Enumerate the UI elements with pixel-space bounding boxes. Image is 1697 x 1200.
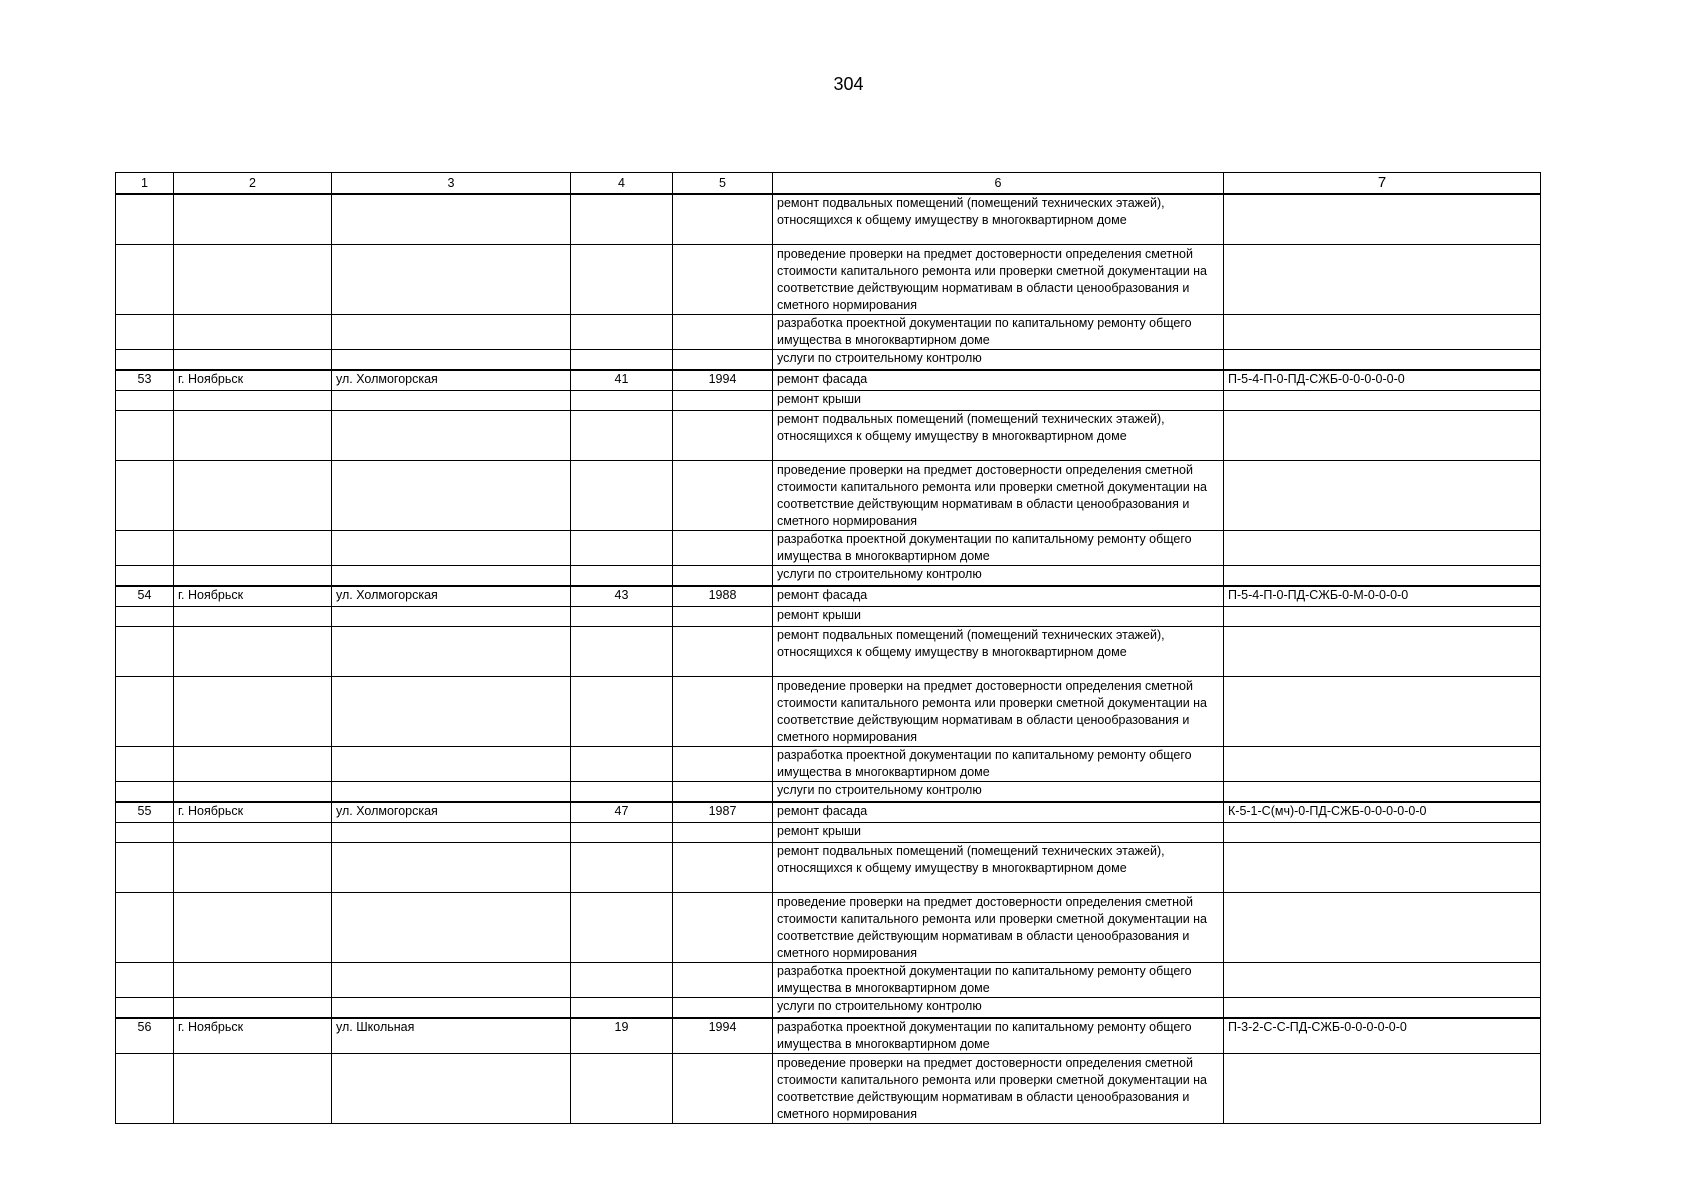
table-row [116,315,1541,350]
column-header: 2 [174,173,332,195]
house-code-cell: П-5-4-П-0-ПД-СЖБ-0-М-0-0-0-0 [1224,586,1541,607]
house-code-cell: П-5-4-П-0-ПД-СЖБ-0-0-0-0-0-0 [1224,370,1541,391]
city-cell: г. Ноябрьск [174,586,332,607]
city-cell: г. Ноябрьск [174,1018,332,1054]
table-row [116,566,1541,587]
work-description: ремонт фасада [773,802,1224,823]
column-header: 1 [116,173,174,195]
table-row [116,843,1541,893]
street-cell: ул. Холмогорская [332,370,571,391]
table-row [116,893,1541,963]
column-header: 7 [1224,173,1541,195]
table-row [116,586,1541,607]
work-description: услуги по строительному контролю [773,350,1224,371]
table-row [116,998,1541,1019]
work-description: услуги по строительному контролю [773,998,1224,1019]
work-description: ремонт подвальных помещений (помещений технических этажей), относящихся к общему имуществу в многоквартирном доме [773,411,1224,461]
table-row [116,350,1541,371]
table-row [116,747,1541,782]
column-header: 5 [673,173,773,195]
table-row [116,245,1541,315]
table-row [116,823,1541,843]
work-description: ремонт подвальных помещений (помещений технических этажей), относящихся к общему имуществу в многоквартирном доме [773,194,1224,245]
column-header: 6 [773,173,1224,195]
street-cell: ул. Школьная [332,1018,571,1054]
work-description: ремонт крыши [773,607,1224,627]
row-number: 55 [116,802,174,823]
year-cell: 1987 [673,802,773,823]
column-header: 4 [571,173,673,195]
table-row [116,1018,1541,1054]
row-number: 54 [116,586,174,607]
work-description: ремонт подвальных помещений (помещений технических этажей), относящихся к общему имуществу в многоквартирном доме [773,843,1224,893]
column-number-header-row [116,173,1541,195]
table-row [116,391,1541,411]
city-cell: г. Ноябрьск [174,802,332,823]
capital-repair-table [115,172,1541,1124]
row-number: 56 [116,1018,174,1054]
year-cell: 1994 [673,1018,773,1054]
street-cell: ул. Холмогорская [332,586,571,607]
work-description: разработка проектной документации по капитальному ремонту общего имущества в многоквартирном доме [773,1018,1224,1054]
work-description: разработка проектной документации по капитальному ремонту общего имущества в многоквартирном доме [773,747,1224,782]
work-description: разработка проектной документации по капитальному ремонту общего имущества в многоквартирном доме [773,315,1224,350]
table-row [116,627,1541,677]
house-code-cell: П-3-2-С-С-ПД-СЖБ-0-0-0-0-0-0 [1224,1018,1541,1054]
house-code-cell: К-5-1-С(мч)-0-ПД-СЖБ-0-0-0-0-0-0 [1224,802,1541,823]
page-number: 304 [833,74,864,94]
work-description: услуги по строительному контролю [773,566,1224,587]
table-row [116,531,1541,566]
work-description: проведение проверки на предмет достоверности определения сметной стоимости капитального ремонта или проверки сметной документации на соответствие действующим нормативам в области ценообразования и сметного нормирования [773,893,1224,963]
work-description: проведение проверки на предмет достоверности определения сметной стоимости капитального ремонта или проверки сметной документации на соответствие действующим нормативам в области ценообразования и сметного нормирования [773,677,1224,747]
work-description: разработка проектной документации по капитальному ремонту общего имущества в многоквартирном доме [773,531,1224,566]
city-cell: г. Ноябрьск [174,370,332,391]
table-row [116,677,1541,747]
work-description: проведение проверки на предмет достоверности определения сметной стоимости капитального ремонта или проверки сметной документации на соответствие действующим нормативам в области ценообразования и сметного нормирования [773,1054,1224,1124]
row-number: 53 [116,370,174,391]
year-cell: 1994 [673,370,773,391]
column-header: 3 [332,173,571,195]
work-description: ремонт крыши [773,823,1224,843]
table-row [116,1054,1541,1124]
table-row [116,802,1541,823]
table-row [116,411,1541,461]
table-row [116,461,1541,531]
house-number-cell: 47 [571,802,673,823]
house-number-cell: 43 [571,586,673,607]
work-description: проведение проверки на предмет достоверности определения сметной стоимости капитального ремонта или проверки сметной документации на соответствие действующим нормативам в области ценообразования и сметного нормирования [773,245,1224,315]
table-row [116,370,1541,391]
work-description: ремонт крыши [773,391,1224,411]
work-description: проведение проверки на предмет достоверности определения сметной стоимости капитального ремонта или проверки сметной документации на соответствие действующим нормативам в области ценообразования и сметного нормирования [773,461,1224,531]
table-row [116,963,1541,998]
house-number-cell: 19 [571,1018,673,1054]
work-description: разработка проектной документации по капитальному ремонту общего имущества в многоквартирном доме [773,963,1224,998]
table-row [116,782,1541,803]
street-cell: ул. Холмогорская [332,802,571,823]
table-row [116,194,1541,245]
house-number-cell: 41 [571,370,673,391]
year-cell: 1988 [673,586,773,607]
work-description: услуги по строительному контролю [773,782,1224,803]
work-description: ремонт фасада [773,586,1224,607]
table-row [116,607,1541,627]
work-description: ремонт фасада [773,370,1224,391]
work-description: ремонт подвальных помещений (помещений технических этажей), относящихся к общему имуществу в многоквартирном доме [773,627,1224,677]
